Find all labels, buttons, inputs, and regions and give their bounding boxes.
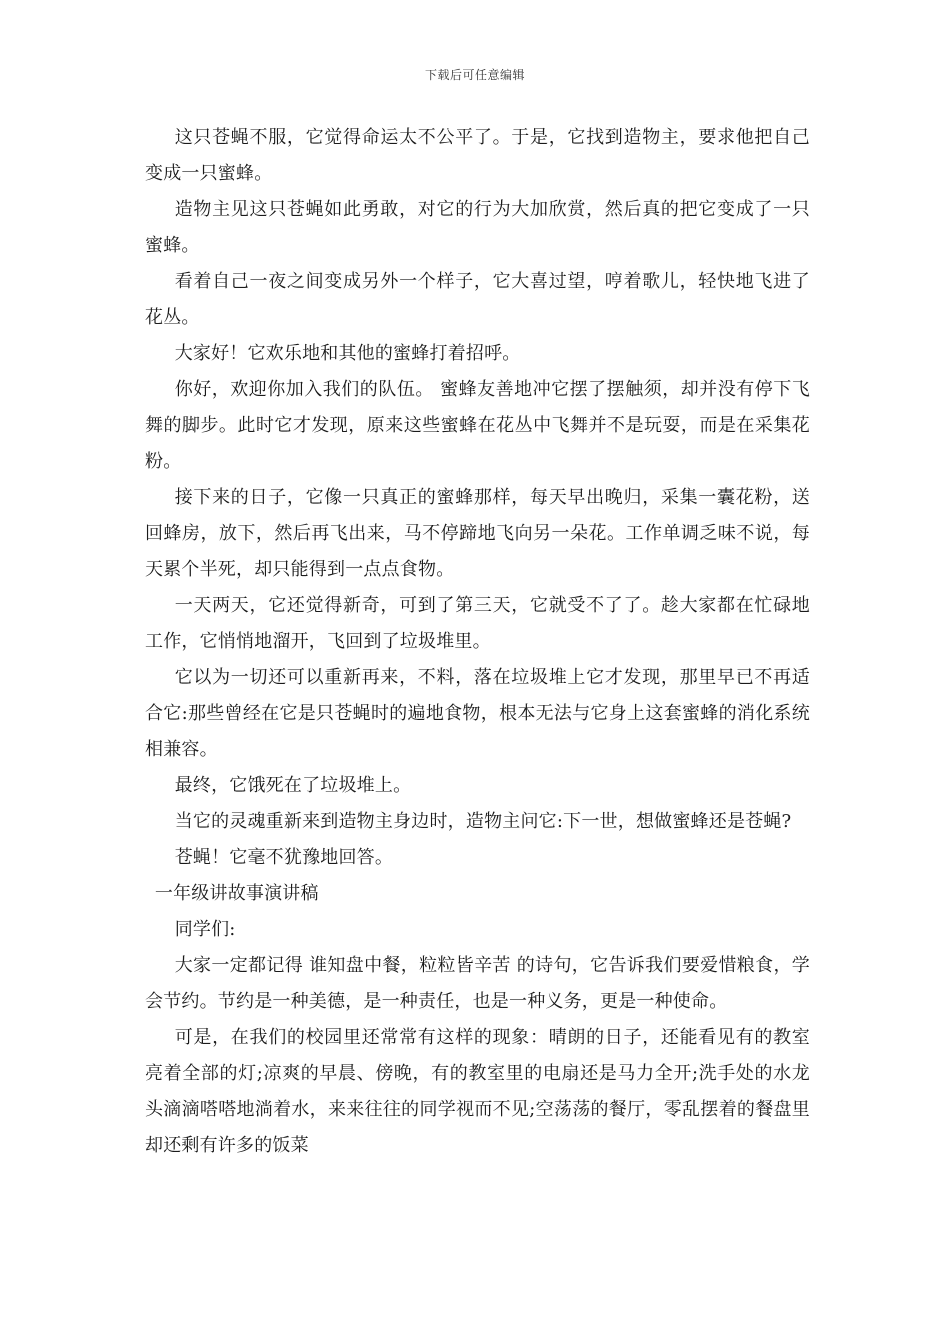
paragraph: 最终，它饿死在了垃圾堆上。 bbox=[174, 775, 412, 796]
paragraph: 同学们: bbox=[174, 919, 236, 940]
paragraph: 接下来的日子，它像一只真正的蜜蜂那样，每天早出晚归，采集一囊花粉，送回蜂房，放下，然后再飞出来，马不停蹄地飞向另一朵花。工作单调乏味不说，每天累个半死，却只能得到一点点食物。 bbox=[145, 487, 810, 580]
paragraph: 大家好！它欢乐地和其他的蜜蜂打着招呼。 bbox=[174, 343, 521, 364]
paragraph: 大家一定都记得 谁知盘中餐，粒粒皆辛苦 的诗句，它告诉我们要爱惜粮食，学会节约。节约是一种美德，是一种责任，也是一种义务，更是一种使命。 bbox=[145, 955, 810, 1012]
paragraph: 它以为一切还可以重新再来，不料，落在垃圾堆上它才发现，那里早已不再适合它:那些曾经在它是只苍蝇时的遍地食物，根本无法与它身上这套蜜蜂的消化系统相兼容。 bbox=[145, 667, 810, 760]
paragraph: 当它的灵魂重新来到造物主身边时，造物主问它:下一世，想做蜜蜂还是苍蝇? bbox=[174, 811, 792, 832]
page-header: 下载后可任意编辑 bbox=[424, 68, 525, 82]
section-title: 一年级讲故事演讲稿 bbox=[154, 883, 319, 904]
paragraph: 可是，在我们的校园里还常常有这样的现象：晴朗的日子，还能看见有的教室亮着全部的灯;凉爽的早晨、傍晚，有的教室里的电扇还是马力全开;洗手处的水龙头滴滴嗒嗒地淌着水，来来往往的同学视而不见;空荡荡的餐厅，零乱摆着的餐盘里却还剩有许多的饭菜 bbox=[145, 1027, 810, 1156]
paragraph: 苍蝇！它毫不犹豫地回答。 bbox=[174, 847, 394, 868]
document-body bbox=[145, 120, 810, 1164]
paragraph: 看着自己一夜之间变成另外一个样子，它大喜过望，哼着歌儿，轻快地飞进了花丛。 bbox=[145, 271, 810, 328]
paragraph: 你好，欢迎你加入我们的队伍。 蜜蜂友善地冲它摆了摆触须，却并没有停下飞舞的脚步。此时它才发现，原来这些蜜蜂在花丛中飞舞并不是玩耍，而是在采集花粉。 bbox=[145, 379, 810, 472]
paragraph: 这只苍蝇不服，它觉得命运太不公平了。于是，它找到造物主，要求他把自己变成一只蜜蜂。 bbox=[145, 127, 810, 184]
paragraph: 造物主见这只苍蝇如此勇敢，对它的行为大加欣赏，然后真的把它变成了一只蜜蜂。 bbox=[145, 199, 810, 256]
paragraph: 一天两天，它还觉得新奇，可到了第三天，它就受不了了。趁大家都在忙碌地工作，它悄悄地溜开，飞回到了垃圾堆里。 bbox=[145, 595, 810, 652]
